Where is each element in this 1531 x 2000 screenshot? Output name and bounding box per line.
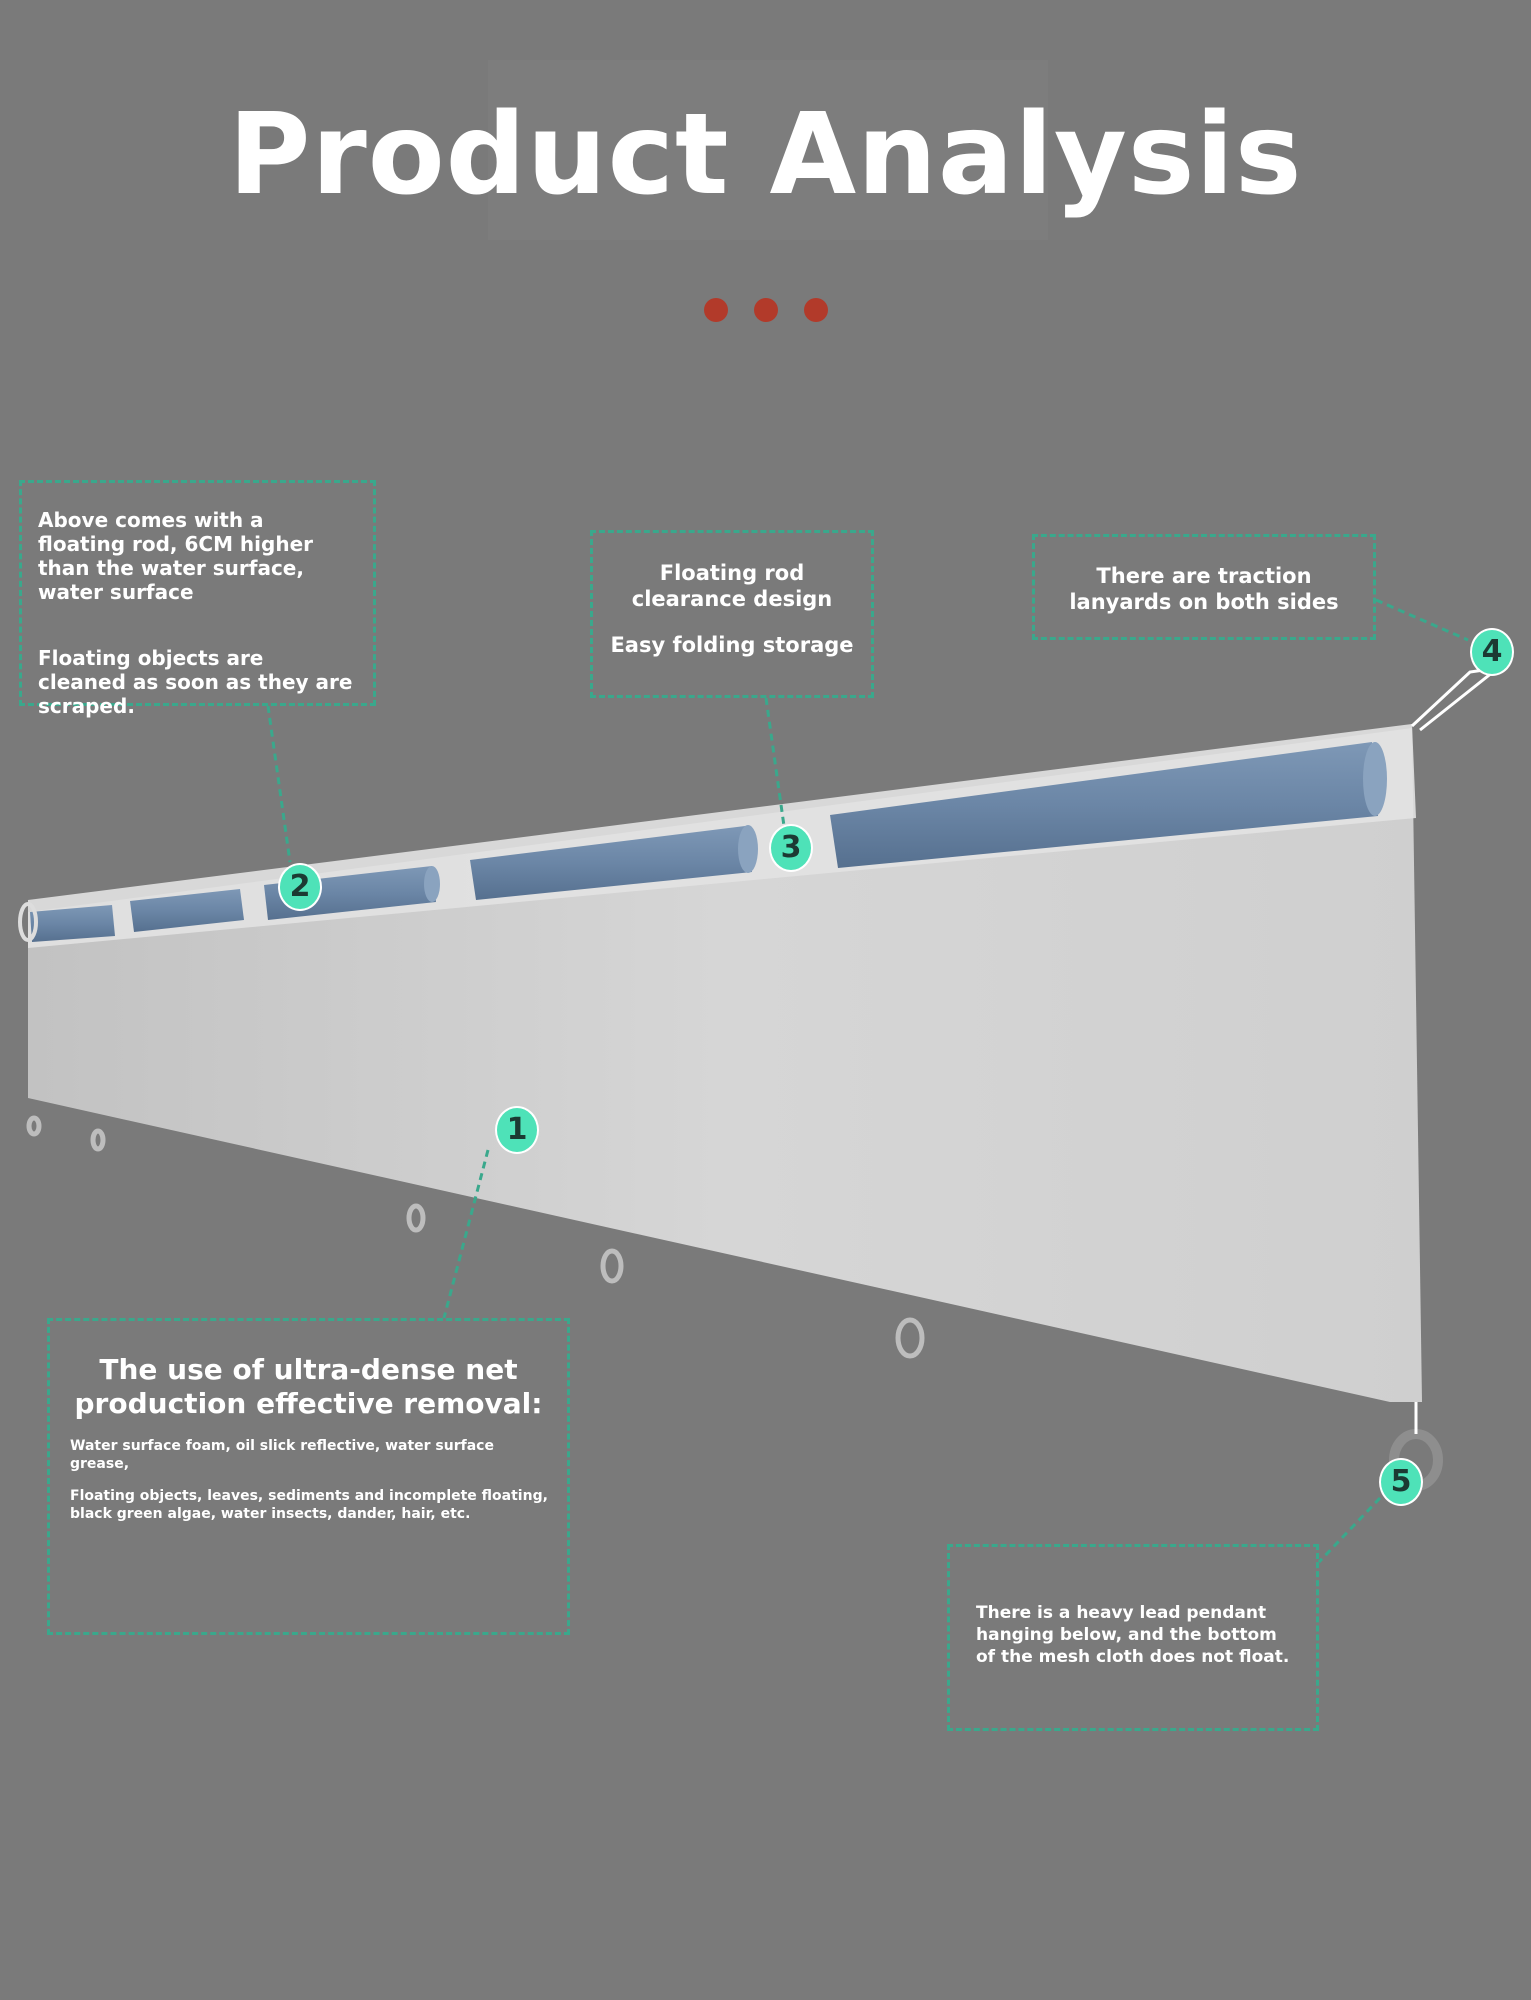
- traction-lanyard: [1412, 668, 1498, 730]
- callout-3-text-2: Easy folding storage: [610, 633, 854, 657]
- badge-5: 5: [1381, 1460, 1421, 1504]
- badge-3: 3: [771, 826, 811, 870]
- callout-box-4: [1032, 534, 1376, 640]
- page-title: Product Analysis: [228, 90, 1303, 220]
- callout-1-heading: The use of ultra-dense net production effective removal:: [74, 1353, 543, 1420]
- callout-3-text-1: Floating rod clearance design: [631, 561, 833, 611]
- badge-1: 1: [497, 1108, 537, 1152]
- callout-box-2: [19, 480, 376, 718]
- callout-4-text: There are traction lanyards on both sides: [1069, 564, 1339, 614]
- badge-2: 2: [280, 865, 320, 909]
- callout-2-text-2: Floating objects are cleaned as soon as they are scraped.: [38, 646, 353, 718]
- callout-box-3: [590, 530, 874, 698]
- callout-box-1: [47, 1318, 570, 1635]
- badge-4: 4: [1472, 630, 1512, 674]
- callout-2-text-1: Above comes with a floating rod, 6CM higher than the water surface, water surface: [38, 508, 314, 604]
- callout-1-line-1: Water surface foam, oil slick reflective, water surface grease,: [70, 1438, 494, 1472]
- callout-box-5: [947, 1544, 1319, 1731]
- callout-1-line-2: Floating objects, leaves, sediments and incomplete floating, black green algae, water insects, dander, hair, etc.: [70, 1488, 548, 1522]
- callout-5-text: There is a heavy lead pendant hanging below, and the bottom of the mesh cloth does not float.: [976, 1603, 1290, 1667]
